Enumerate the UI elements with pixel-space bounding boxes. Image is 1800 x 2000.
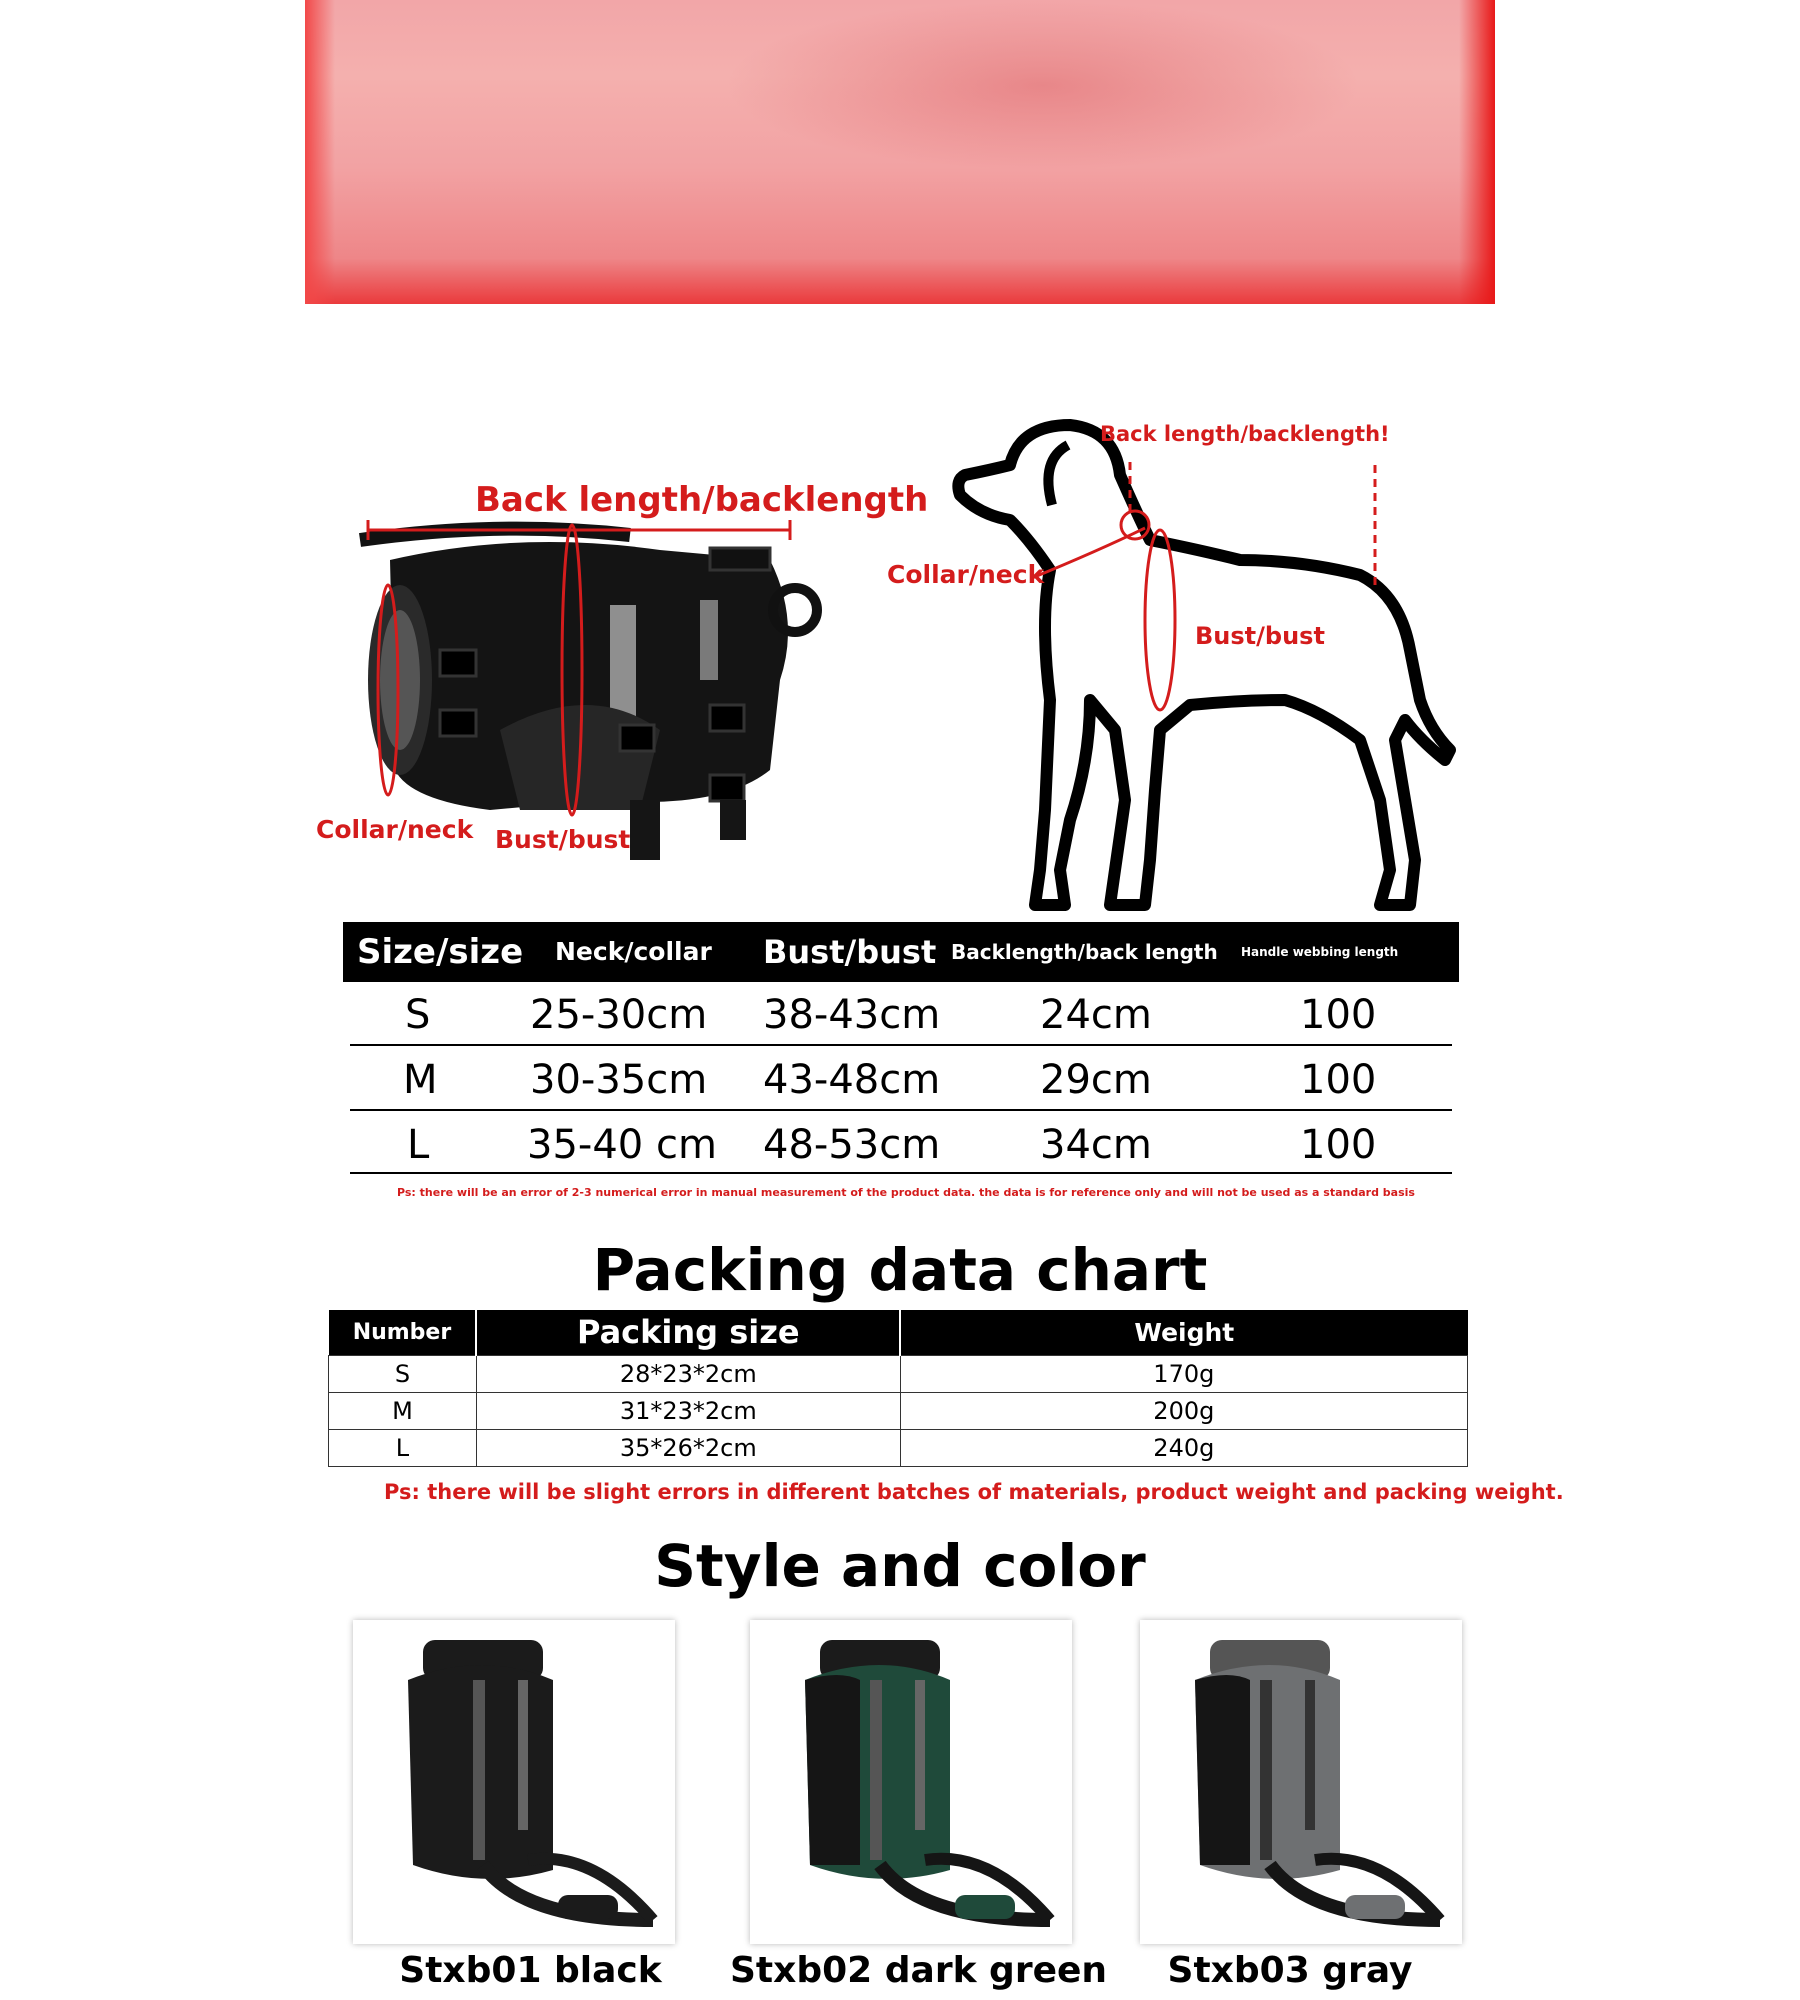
cell-size: L xyxy=(407,1122,430,1168)
pack-header-number: Number xyxy=(329,1310,477,1355)
cell-handle: 100 xyxy=(1300,1122,1377,1168)
size-row-l xyxy=(350,1113,1452,1177)
cell-neck: 25-30cm xyxy=(530,992,708,1038)
packing-table xyxy=(328,1310,1468,1467)
size-row-s xyxy=(350,983,1452,1047)
pack-header-weight: Weight xyxy=(900,1310,1467,1355)
size-table-note: Ps: there will be an error of 2-3 numerical error in manual measurement of the product data. the data is for reference only and will not be used as a standard basis xyxy=(397,1186,1415,1199)
pack-cell-weight: 240g xyxy=(900,1429,1467,1466)
size-row-m xyxy=(350,1048,1452,1112)
cell-bust: 38-43cm xyxy=(763,992,941,1038)
harness-bust-label: Bust/bust xyxy=(495,825,631,854)
product-caption-gray: Stxb03 gray xyxy=(1167,1950,1413,1991)
packing-title: Packing data chart xyxy=(592,1236,1208,1304)
size-table-header xyxy=(343,922,1459,982)
product-caption-black: Stxb01 black xyxy=(399,1950,662,1991)
cell-back: 34cm xyxy=(1040,1122,1152,1168)
product-image-gray xyxy=(1140,1620,1462,1944)
harness-back-length-label: Back length/backlength xyxy=(475,480,929,520)
divider xyxy=(350,1109,1452,1111)
cell-back: 24cm xyxy=(1040,992,1152,1038)
cell-handle: 100 xyxy=(1300,992,1377,1038)
pack-cell-number: M xyxy=(329,1392,477,1429)
style-title: Style and color xyxy=(654,1532,1146,1600)
cell-handle: 100 xyxy=(1300,1057,1377,1103)
pack-cell-weight: 200g xyxy=(900,1392,1467,1429)
dog-bust-label: Bust/bust xyxy=(1195,622,1325,650)
dog-outline-illustration xyxy=(940,400,1460,920)
header-neck: Neck/collar xyxy=(555,937,712,966)
table-row xyxy=(329,1429,1468,1466)
harness-illustration xyxy=(300,480,860,920)
header-back-length: Backlength/back length xyxy=(951,940,1218,964)
harness-collar-label: Collar/neck xyxy=(316,815,474,844)
pack-cell-number: S xyxy=(329,1355,477,1392)
table-row xyxy=(329,1355,1468,1392)
cell-neck: 35-40 cm xyxy=(527,1122,717,1168)
product-caption-dark-green: Stxb02 dark green xyxy=(730,1950,1108,1991)
pack-header-size: Packing size xyxy=(476,1310,900,1355)
divider xyxy=(350,1172,1452,1174)
cell-bust: 48-53cm xyxy=(763,1122,941,1168)
header-size: Size/size xyxy=(357,932,524,972)
header-handle-length: Handle webbing length xyxy=(1241,945,1399,959)
pack-cell-number: L xyxy=(329,1429,477,1466)
product-image-black xyxy=(353,1620,675,1944)
pack-cell-size: 28*23*2cm xyxy=(476,1355,900,1392)
header-bust: Bust/bust xyxy=(763,933,937,971)
dog-collar-label: Collar/neck xyxy=(887,560,1045,589)
cell-size: S xyxy=(405,992,431,1038)
pack-cell-size: 35*26*2cm xyxy=(476,1429,900,1466)
product-image-dark-green xyxy=(750,1620,1072,1944)
divider xyxy=(350,1044,1452,1046)
table-row xyxy=(329,1392,1468,1429)
pack-cell-size: 31*23*2cm xyxy=(476,1392,900,1429)
cell-back: 29cm xyxy=(1040,1057,1152,1103)
top-banner-image xyxy=(305,0,1495,304)
packing-note: Ps: there will be slight errors in different batches of materials, product weight and packing weight. xyxy=(384,1480,1564,1504)
dog-back-length-label: Back length/backlength! xyxy=(1100,422,1390,446)
cell-size: M xyxy=(403,1057,438,1103)
cell-bust: 43-48cm xyxy=(763,1057,941,1103)
cell-neck: 30-35cm xyxy=(530,1057,708,1103)
pack-cell-weight: 170g xyxy=(900,1355,1467,1392)
